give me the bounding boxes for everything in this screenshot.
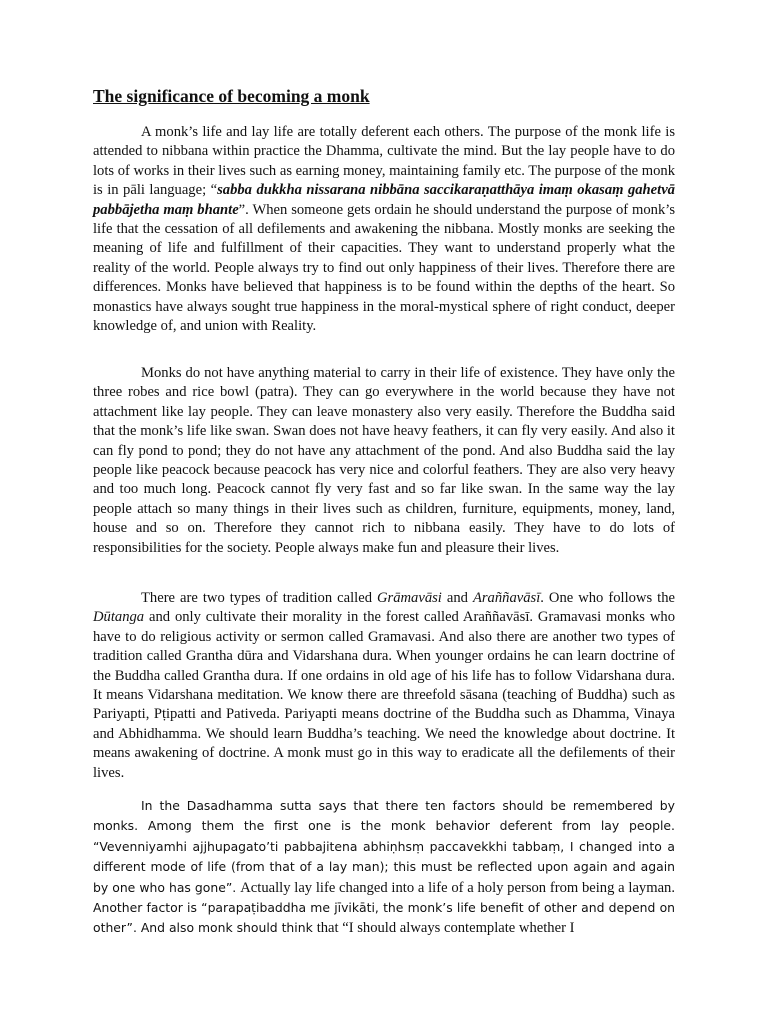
page-title: The significance of becoming a monk xyxy=(93,86,370,106)
paragraph-3-text-d: and only cultivate their morality in the forest called Araññavāsī. Gramavasi monks who have to do religious activity or sermon called Gramavasi. And also there are another two types of tradition called Grantha dūra and Vidarshana dura. When younger ordains he can learn doctrine of the Buddha called Grantha dura. If one ordains in old age of his life has to follow Vidarshana dura. It means Vidarshana meditation. We know there are threefold sāsana (teaching of Buddha) such as Pariyapti, Pṭipatti and Pativeda. Pariyapti means doctrine of the Buddha such as Dhamma, Vinaya and Abhidhamma. We should learn Buddha’s teaching. We need the knowledge about doctrine. It means awakening of doctrine. A monk must go in this way to eradicate all the defilements of their lives. xyxy=(93,609,675,781)
term-dutanga: Dūtanga xyxy=(93,609,145,626)
term-gramavasi: Grāmavāsi xyxy=(377,590,442,606)
paragraph-4-text-d: that “I should always contemplate whether I xyxy=(316,920,575,937)
paragraph-2 xyxy=(93,364,675,558)
paragraph-1-text-a: A monk’s life and lay life are totally deferent each others. The purpose of the monk life is attended to nibbana within practice the Dhamma, cultivate the mind. But the lay people have to do lots of works in their lives such as earning money, maintaining family etc. The purpose of the monk is in pāli language; “ xyxy=(93,124,676,199)
paragraph-3-text-c: . One who follows the xyxy=(540,590,675,606)
pali-quote: sabba dukkha nissarana nibbāna saccikaraṇatthāya imaṃ okasaṃ gahetvā pabbājetha maṃ bhante xyxy=(93,182,675,218)
term-arannavasi: Araññavāsī xyxy=(472,590,541,606)
paragraph-4-text-a: In the Dasadhamma sutta says that there ten factors should be remembered by monks. Among them the first one is the monk behavior deferent from lay people. “Vevenniyamhi ajjhupagato’ti pabbajitena abhiṇhsṃ paccavekkhi tabbaṃ, I changed into a different mode of life (from that of a lay man); this must be reflected upon again and again by one who has gone”. xyxy=(93,798,675,895)
paragraph-1 xyxy=(93,123,675,336)
paragraph-3-text-b: and xyxy=(441,590,473,606)
paragraph-2-text: Monks do not have anything material to carry in their life of existence. They have only the three robes and rice bowl (patra). They can go everywhere in the world because they have not attachment like lay people. They can leave monastery also very easily. Therefore the Buddha said that the monk’s life like swan. Swan does not have heavy feathers, it can fly very easily. And also it can fly pond to pond; they do not have any attachment of the pond. And also Buddha said the lay people like peacock because peacock has very nice and colorful feathers. They are also very heavy and too much long. Peacock cannot fly very fast and so far like swan. In the same way the lay people attach so many things in their lives such as children, furniture, equipments, money, land, house and so on. Therefore they cannot rich to nibbana easily. They have to do lots of responsibilities for the society. People always make fun and pleasure their lives. xyxy=(93,365,675,556)
paragraph-4 xyxy=(93,796,675,939)
paragraph-3 xyxy=(93,589,675,783)
paragraph-1-text-b: ”. When someone gets ordain he should understand the purpose of monk’s life that the cessation of all defilements and awakening the nibbana. Mostly monks are seeking the meaning of life and fulfillment of their capacities. They want to understand properly what the reality of the world. People always try to find out only happiness of their lives. Therefore there are differences. Monks have believed that happiness is to be found within the depths of the heart. So monastics have always sought true happiness in the moral-mystical sphere of right conduct, deeper knowledge of, and union with Reality. xyxy=(93,201,675,335)
paragraph-4-text-c: Another factor is “parapaṭibaddha me jīvikāti, the monk’s life benefit of other and depend on other”. And also monk should think xyxy=(93,900,675,936)
paragraph-4-text-b: Actually lay life changed into a life of a holy person from being a layman. xyxy=(240,879,675,896)
paragraph-3-text-a: There are two types of tradition called xyxy=(141,590,377,606)
